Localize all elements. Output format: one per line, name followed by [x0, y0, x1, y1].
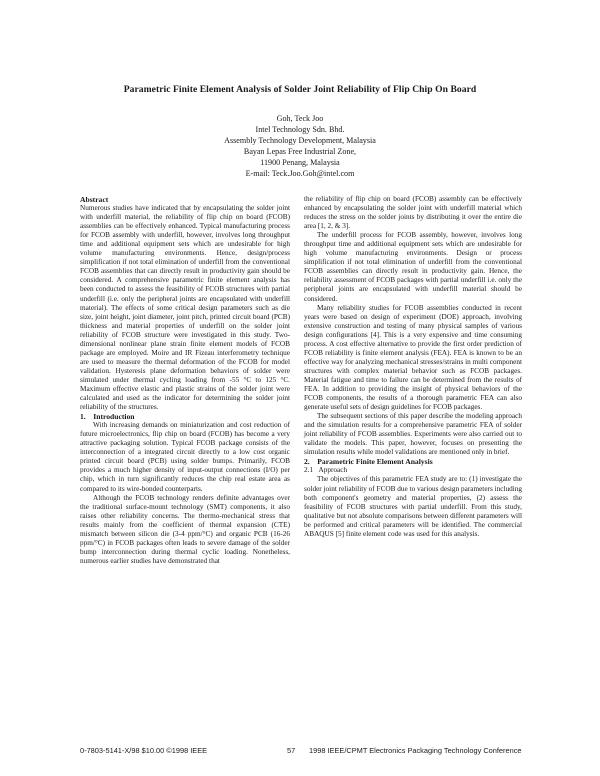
- abstract-text: Numerous studies have indicated that by encapsulating the solder joint with underfill material, the reliability of flip chip on board (FCOB) assemblies can be effectively enhanced. Typical manufacturing process for FCOB assembly with underfill, however, involves long throughput time and additional equipment sets which are undesirable for high volume manufacturing environments. Hence, design/process simplification if not total elimination of underfill from the conventional FCOB assemblies that can directly result in productivity gain should be considered. A comprehensive parametric finite element analysis has been conducted to assess the feasibility of FCOB structures with partial underfill (i.e. only the peripheral joints are encapsulated with underfill material). The effects of some critical design parameters such as die size, joint height, joint diameter, joint pitch, printed circuit board (PCB) thickness and material properties of underfill on the solder joint reliability of FCOB structure were investigated in this study. Two-dimensional nonlinear plane strain finite element models of FCOB package are employed. Moire and IR Fizeau interferometry technique are used to measure the thermal deformation of the FCOB for model validation. Hysteresis plane deformation behaviors of solder were simulated under thermal cycling loading from -55 °C to 125 °C. Maximum effective elastic and plastic strains of the solder joint were calculated and used as the indicator for determining the solder joint reliability of the structures.: [80, 204, 290, 412]
- right-column: [304, 195, 522, 539]
- author-name: Goh, Teck Joo: [276, 114, 324, 123]
- intro-paragraph-2: Although the FCOB technology renders definite advantages over the traditional surface-mount technology (SMT) components, it also raises other reliability concerns. The thermo-mechanical stress that results mainly from the coefficient of thermal expansion (CTE) mismatch between silicon die (3-4 ppm/°C) and organic PCB (16-26 ppm/°C) in FCOB packages often leads to severe damage of the solder bump interconnection during thermal cyclic loading. Nonetheless, numerous earlier studies have demonstrated that: [80, 493, 290, 565]
- abstract-heading: Abstract: [80, 195, 109, 204]
- author-company: Intel Technology Sdn. Bhd.: [255, 125, 345, 134]
- author-department: Assembly Technology Development, Malaysia: [224, 136, 376, 145]
- intro-paragraph-4: Many reliability studies for FCOB assemblies conducted in recent years were based on design of experiment (DOE) approach, involving extensive construction and testing of many physical samples of various design configurations [4]. This is a very expensive and time consuming process. A cost effective alternative to provide the first order prediction of FCOB reliability is finite element analysis (FEA). FEA is known to be an effective way for analyzing mechanical stresses/strains in multi component structures with complex material behavior such as FCOB packages. Material fatigue and time to failure can be determined from the results of FEA. In addition to providing the insight of physical behaviors of the FCOB components, the results of a thorough parametric FEA can also generate useful sets of design guidelines for FCOB packages.: [304, 303, 522, 412]
- footer-copyright: 0-7803-5141-X/98 $10.00 ©1998 IEEE: [80, 746, 208, 755]
- section-2-paragraph-1: The objectives of this parametric FEA study are to: (1) investigate the solder joint reliability of FCOB due to various design parameters including both component's geometry and material properties, (2) assess the feasibility of FCOB structures with partial underfill. From this study, qualitative but not absolute comparisons between different parameters will be performed and critical parameters will be identified. The commercial ABAQUS [5] finite element code was used for this analysis.: [304, 475, 522, 538]
- author-address-line2: 11900 Penang, Malaysia: [260, 158, 340, 167]
- paper-title: Parametric Finite Element Analysis of Solder Joint Reliability of Flip Chip On Board: [123, 84, 477, 95]
- introduction-heading: 1. Introduction: [80, 412, 135, 422]
- author-email: E-mail: Teck.Joo.Goh@intel.com: [245, 169, 355, 178]
- intro-paragraph-5: The subsequent sections of this paper describe the modeling approach and the simulation results for a comprehensive parametric FEA of solder joint reliability of FCOB assemblies. Experiments were also carried out to validate the models. This paper, however, focuses on presenting the simulation results while model validations are mentioned only in brief.: [304, 412, 522, 457]
- section-2-heading: 2. Parametric Finite Element Analysis: [304, 457, 433, 467]
- footer-page-number: 57: [287, 746, 296, 755]
- author-address-line1: Bayan Lepas Free Industrial Zone,: [243, 147, 357, 156]
- section-2-1-heading: 2.1 Approach: [304, 466, 348, 475]
- footer-conference: 1998 IEEE/CPMT Electronics Packaging Technology Conference: [309, 746, 522, 755]
- left-column: [80, 195, 290, 566]
- intro-paragraph-2-continued: the reliability of flip chip on board (FCOB) assembly can be effectively enhanced by encapsulating the solder joint with underfill material which reduces the stress on the solder joints by distributing it over the entire die area [1, 2, & 3].: [304, 195, 522, 231]
- intro-paragraph-1: With increasing demands on miniaturization and cost reduction of future microelectronics, flip chip on board (FCOB) has become a very attractive packaging solution. Typical FCOB package consists of the interconnection of a integrated circuit directly to a low cost organic printed circuit board (PCB) using solder bumps. Primarily, FCOB provides a much higher density of input-output connections (I/O) per chip, which in turn significantly reduces the chip real estate area as compared to its wire-bonded counterparts.: [80, 421, 290, 493]
- intro-paragraph-3: The underfill process for FCOB assembly, however, involves long throughput time and additional equipment sets which are undesirable for high volume manufacturing environments. Design or process simplification if not total elimination of underfill from the conventional FCOB assemblies can directly result in productivity gain. Hence, the reliability assessment of FCOB packages with partial underfill i.e. only the peripheral joints are encapsulated with underfill material should be considered.: [304, 231, 522, 303]
- author-block: [0, 113, 600, 179]
